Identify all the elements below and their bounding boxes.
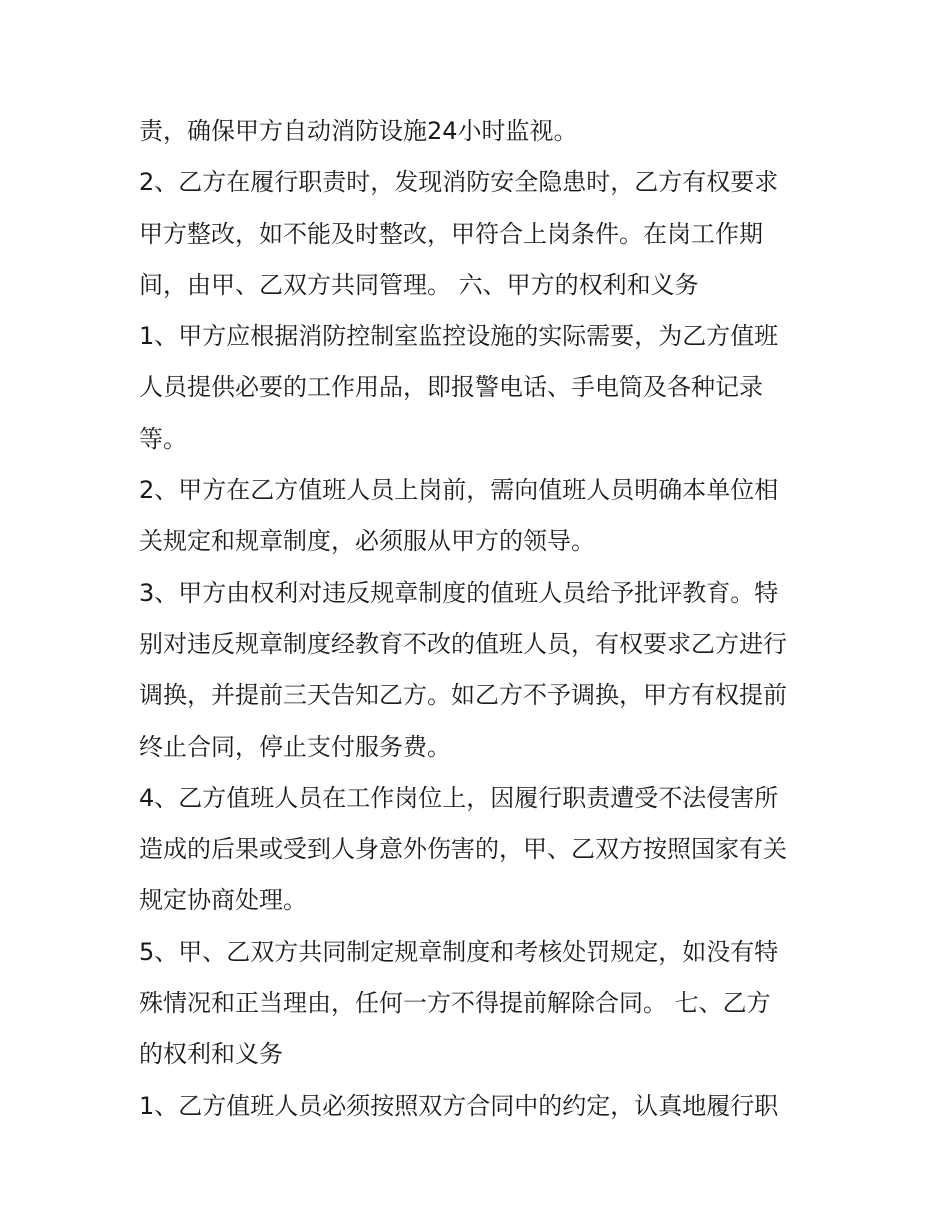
text-line: 的权利和义务 bbox=[139, 1040, 283, 1069]
text-line: 关规定和规章制度，必须服从甲方的领导。 bbox=[139, 527, 595, 556]
text-line: 等。 bbox=[139, 424, 187, 453]
text-line: 1、乙方值班人员必须按照双方合同中的约定，认真地履行职 bbox=[139, 1091, 779, 1120]
text-line: 5、甲、乙双方共同制定规章制度和考核处罚规定，如没有特 bbox=[139, 937, 779, 966]
text-line: 4、乙方值班人员在工作岗位上，因履行职责遭受不法侵害所 bbox=[139, 783, 779, 812]
text-line: 2、甲方在乙方值班人员上岗前，需向值班人员明确本单位相 bbox=[139, 476, 779, 505]
text-line: 别对违反规章制度经教育不改的值班人员，有权要求乙方进行 bbox=[139, 629, 787, 658]
text-line: 造成的后果或受到人身意外伤害的，甲、乙双方按照国家有关 bbox=[139, 835, 787, 864]
text-line: 甲方整改，如不能及时整改，甲符合上岗条件。在岗工作期 bbox=[139, 219, 763, 248]
text-line: 人员提供必要的工作用品，即报警电话、手电筒及各种记录 bbox=[139, 373, 763, 402]
text-line: 规定协商处理。 bbox=[139, 886, 307, 915]
text-line: 间，由甲、乙双方共同管理。 六、甲方的权利和义务 bbox=[139, 270, 699, 299]
text-line: 2、乙方在履行职责时，发现消防安全隐患时，乙方有权要求 bbox=[139, 168, 779, 197]
text-line: 殊情况和正当理由，任何一方不得提前解除合同。 七、乙方 bbox=[139, 989, 771, 1018]
text-line: 1、甲方应根据消防控制室监控设施的实际需要，为乙方值班 bbox=[139, 322, 779, 351]
text-line: 3、甲方由权利对违反规章制度的值班人员给予批评教育。特 bbox=[139, 578, 779, 607]
text-line: 调换，并提前三天告知乙方。如乙方不予调换，甲方有权提前 bbox=[139, 681, 787, 710]
document-body bbox=[139, 106, 819, 1132]
text-line: 责，确保甲方自动消防设施24小时监视。 bbox=[139, 117, 578, 145]
text-line: 终止合同，停止支付服务费。 bbox=[139, 732, 451, 761]
